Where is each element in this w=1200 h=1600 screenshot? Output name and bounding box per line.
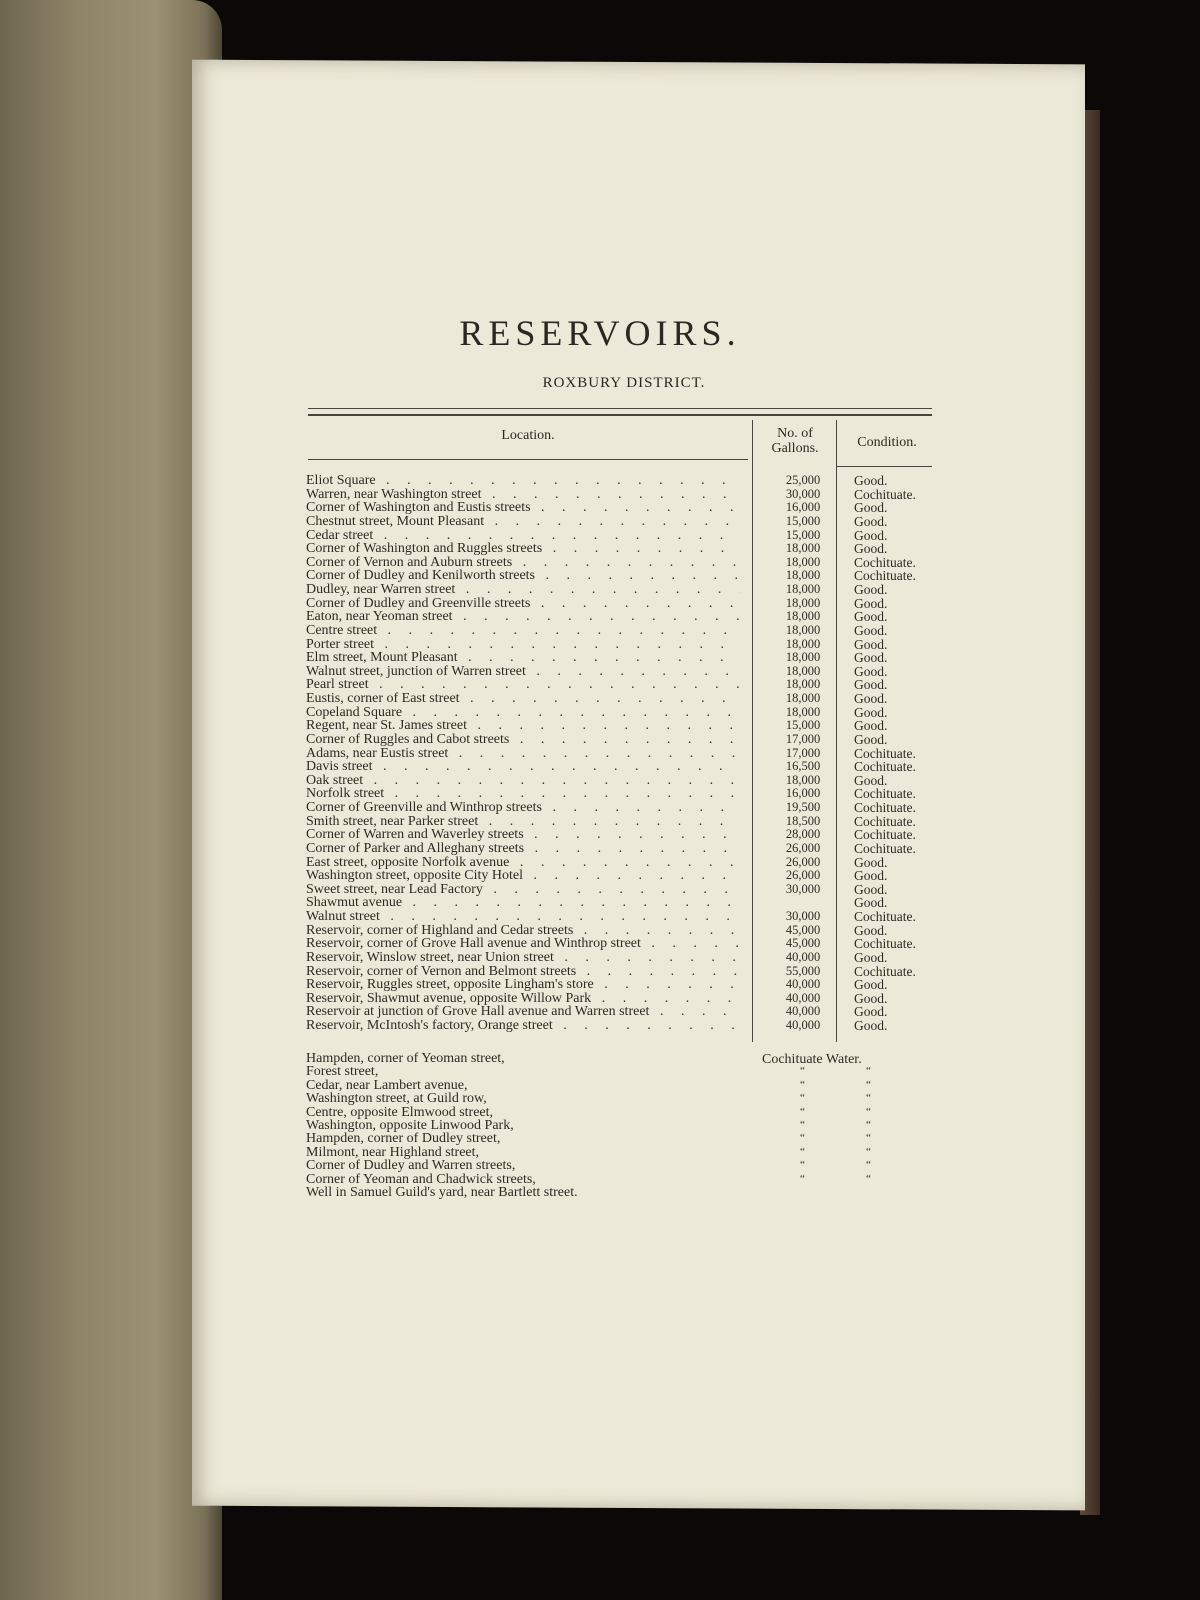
row-location: Norfolk street . . . (306, 787, 740, 801)
row-location: Corner of Greenville and Winthrop streets . . . (306, 801, 740, 815)
list-item (306, 1052, 906, 1065)
table-row (306, 665, 946, 679)
table-row (306, 651, 946, 665)
row-location: Cedar street . . . (306, 529, 740, 543)
row-location: East street, opposite Norfolk avenue . . . (306, 856, 740, 870)
row-condition: Good. (854, 1004, 888, 1020)
table-row (306, 515, 946, 529)
item-location: Centre, opposite Elmwood street, (306, 1104, 494, 1120)
row-condition: Good. (854, 609, 888, 625)
table-row (306, 610, 946, 624)
list-item (306, 1079, 906, 1092)
row-gallons: 26,000 (785, 840, 821, 855)
row-location: Reservoir, corner of Vernon and Belmont streets . . . (306, 965, 740, 979)
list-item (306, 1132, 906, 1145)
row-gallons: 18,000 (785, 636, 821, 651)
list-item (306, 1106, 906, 1119)
header-condition: Condition. (857, 435, 917, 450)
row-condition: Good. (854, 622, 888, 638)
row-gallons: 18,000 (785, 691, 821, 705)
table-top-rule-thin (308, 408, 932, 409)
row-gallons: 18,000 (785, 677, 821, 692)
row-condition: Good. (854, 854, 888, 870)
table-row (306, 501, 946, 515)
row-condition: Good. (854, 772, 888, 788)
table-row (306, 869, 946, 883)
row-condition: Good. (854, 718, 888, 734)
ditto-mark: “ (800, 1065, 805, 1078)
table-row (306, 1005, 946, 1019)
row-location: Reservoir, Winslow street, near Union street . . . (306, 951, 740, 965)
table-row (306, 774, 946, 788)
ditto-mark: “ (800, 1078, 805, 1091)
row-gallons: 16,000 (785, 786, 821, 801)
row-gallons: 28,000 (785, 827, 821, 842)
table-row (306, 624, 946, 638)
item-location: Well in Samuel Guild's yard, near Bartlett street. (306, 1184, 578, 1200)
header-location: Location. (501, 428, 555, 443)
ditto-mark: “ (866, 1092, 871, 1105)
table-row (306, 924, 946, 938)
table-row (306, 801, 946, 815)
ditto-mark: “ (866, 1118, 871, 1131)
row-gallons: 45,000 (785, 936, 821, 951)
row-condition: Cochituate. (854, 568, 916, 584)
row-location: Reservoir, corner of Highland and Cedar streets . . . (306, 924, 740, 938)
row-condition: Good. (854, 691, 888, 706)
row-location: Chestnut street, Mount Pleasant . . . (306, 515, 740, 529)
table-row (306, 965, 946, 979)
row-gallons: 18,500 (785, 813, 821, 828)
row-condition: Cochituate. (854, 840, 916, 856)
item-location: Milmont, near Highland street, (306, 1144, 480, 1160)
list-item (306, 1065, 906, 1078)
row-location: Sweet street, near Lead Factory . . . (306, 883, 740, 897)
row-condition: Good. (854, 881, 888, 897)
table-row (306, 597, 946, 611)
table-row (306, 978, 946, 992)
row-location: Elm street, Mount Pleasant . . . (306, 651, 740, 665)
row-gallons: 40,000 (785, 990, 821, 1005)
table-row (306, 529, 946, 543)
row-gallons: 18,000 (785, 650, 821, 665)
row-location: Corner of Parker and Alleghany streets . . . (306, 842, 740, 856)
row-condition: Cochituate. (854, 813, 916, 829)
row-gallons: 18,000 (785, 609, 821, 624)
item-location: Hampden, corner of Dudley street, (306, 1131, 501, 1147)
row-location: Corner of Washington and Ruggles streets . . . (306, 542, 740, 556)
row-condition: Good. (854, 731, 888, 747)
row-gallons: 15,000 (785, 718, 821, 733)
row-location: Pearl street . . . (306, 678, 740, 692)
row-condition: Cochituate. (854, 909, 916, 924)
row-condition: Cochituate. (854, 936, 916, 952)
left-page-edge (0, 0, 222, 1600)
table-row (306, 733, 946, 747)
ditto-mark: “ (866, 1078, 871, 1091)
table-row (306, 678, 946, 692)
table-row (306, 692, 946, 706)
ditto-mark: “ (866, 1105, 871, 1118)
row-gallons: 30,000 (785, 881, 821, 896)
cochituate-water-header: Cochituate Water. (762, 1052, 862, 1067)
row-gallons: 55,000 (785, 963, 821, 978)
row-location: Corner of Dudley and Kenilworth streets . . . (306, 569, 740, 583)
condition-header-rule (836, 466, 932, 467)
row-condition: Cochituate. (854, 745, 916, 761)
row-condition: Good. (854, 868, 888, 884)
table-row (306, 474, 946, 488)
row-location: Dudley, near Warren street . . . (306, 583, 740, 597)
row-location: Corner of Dudley and Greenville streets . . . (306, 597, 740, 611)
row-gallons: 18,000 (785, 663, 821, 678)
row-gallons: 17,000 (785, 745, 821, 760)
row-gallons: 40,000 (785, 1004, 821, 1019)
row-gallons: 16,000 (785, 500, 821, 515)
row-condition: Good. (854, 527, 888, 543)
row-location: Corner of Washington and Eustis streets . . . (306, 501, 740, 515)
table-row (306, 638, 946, 652)
row-location: Centre street . . . (306, 624, 740, 638)
row-condition: Good. (854, 595, 888, 611)
table-row (306, 488, 946, 502)
ditto-mark: “ (866, 1132, 871, 1145)
row-location: Eaton, near Yeoman street . . . (306, 610, 740, 624)
row-location: Walnut street . . . (306, 910, 740, 924)
row-condition: Good. (854, 473, 888, 488)
row-gallons: 30,000 (785, 909, 821, 923)
ditto-mark: “ (866, 1065, 871, 1078)
list-item (306, 1186, 906, 1199)
ditto-mark: “ (800, 1118, 805, 1131)
row-condition: Good. (854, 922, 888, 938)
row-gallons: 45,000 (785, 922, 821, 937)
list-item (306, 1092, 906, 1105)
table-row (306, 856, 946, 870)
row-condition: Good. (854, 949, 888, 965)
list-item (306, 1146, 906, 1159)
ditto-mark: “ (800, 1092, 805, 1105)
item-location: Forest street, (306, 1064, 379, 1080)
row-condition: Good. (854, 513, 888, 529)
row-location: Adams, near Eustis street . . . (306, 747, 740, 761)
table-row (306, 828, 946, 842)
ditto-mark: “ (800, 1105, 805, 1118)
row-location: Shawmut avenue . . . (306, 896, 740, 910)
row-location: Eliot Square . . . (306, 474, 740, 488)
reservoir-table-body (306, 474, 946, 1033)
ditto-mark: “ (800, 1132, 805, 1145)
row-condition: Good. (854, 636, 888, 652)
row-condition: Good. (854, 582, 888, 597)
table-row (306, 556, 946, 570)
row-gallons: 18,000 (785, 554, 821, 569)
row-gallons: 40,000 (785, 1018, 821, 1032)
row-gallons: 26,000 (785, 868, 821, 883)
row-condition: Cochituate. (854, 486, 916, 502)
row-location: Corner of Warren and Waverley streets . . . (306, 828, 740, 842)
table-row (306, 569, 946, 583)
row-gallons: 18,000 (785, 622, 821, 637)
table-row (306, 815, 946, 829)
item-location: Hampden, corner of Yeoman street, (306, 1051, 505, 1066)
row-condition: Cochituate. (854, 800, 916, 815)
row-gallons: 18,000 (785, 582, 821, 596)
page-title: RESERVOIRS. (459, 313, 741, 353)
row-condition: Good. (854, 895, 888, 911)
item-location: Corner of Yeoman and Chadwick streets, (306, 1171, 536, 1187)
table-row (306, 992, 946, 1006)
table-row (306, 842, 946, 856)
row-gallons: 26,000 (785, 854, 821, 869)
row-gallons: 15,000 (785, 527, 821, 542)
table-row (306, 747, 946, 761)
ditto-mark: “ (866, 1172, 871, 1185)
row-location: Eustis, corner of East street . . . (306, 692, 740, 706)
table-row (306, 883, 946, 897)
row-location: Copeland Square . . . (306, 706, 740, 720)
row-condition: Good. (854, 677, 888, 693)
row-gallons: 15,000 (785, 513, 821, 528)
row-condition: Good. (854, 990, 888, 1006)
row-location: Davis street . . . (306, 760, 740, 774)
row-condition: Good. (854, 1018, 888, 1033)
row-gallons: 18,000 (785, 541, 821, 556)
list-item (306, 1119, 906, 1132)
row-condition: Good. (854, 977, 888, 993)
row-condition: Cochituate. (854, 786, 916, 802)
table-row (306, 706, 946, 720)
row-gallons: 40,000 (785, 977, 821, 992)
cochituate-list (306, 1052, 906, 1199)
row-location: Reservoir, corner of Grove Hall avenue and Winthrop street . . . (306, 937, 740, 951)
row-condition: Good. (854, 650, 888, 666)
table-row (306, 760, 946, 774)
row-location: Washington street, opposite City Hotel . . . (306, 869, 740, 883)
row-location: Reservoir at junction of Grove Hall avenue and Warren street . . . (306, 1005, 740, 1019)
row-location: Smith street, near Parker street . . . (306, 815, 740, 829)
row-gallons: 18,000 (785, 595, 821, 610)
table-row (306, 583, 946, 597)
row-gallons: 25,000 (785, 473, 821, 487)
row-condition: Cochituate. (854, 963, 916, 979)
row-gallons: 18,000 (785, 772, 821, 787)
location-header-rule (308, 459, 748, 460)
row-location: Warren, near Washington street . . . (306, 488, 740, 502)
row-gallons: 40,000 (785, 949, 821, 964)
row-location: Reservoir, Shawmut avenue, opposite Willow Park . . . (306, 992, 740, 1006)
row-condition: Good. (854, 663, 888, 679)
table-row (306, 719, 946, 733)
row-location: Walnut street, junction of Warren street . . . (306, 665, 740, 679)
row-location: Porter street . . . (306, 638, 740, 652)
row-gallons: 17,000 (785, 731, 821, 746)
ditto-mark: “ (866, 1159, 871, 1172)
row-location: Corner of Vernon and Auburn streets . . . (306, 556, 740, 570)
header-gallons: No. of Gallons. (771, 426, 819, 456)
row-condition: Cochituate. (854, 554, 916, 570)
row-location: Reservoir, McIntosh's factory, Orange street . . . (306, 1019, 740, 1033)
table-row (306, 1019, 946, 1033)
table-row (306, 937, 946, 951)
ditto-mark: “ (800, 1159, 805, 1172)
row-location: Corner of Ruggles and Cabot streets . . . (306, 733, 740, 747)
item-location: Cedar, near Lambert avenue, (306, 1077, 468, 1093)
row-gallons: 18,000 (785, 568, 821, 583)
ditto-mark: “ (800, 1172, 805, 1185)
table-row (306, 896, 946, 910)
table-row (306, 542, 946, 556)
row-condition: Good. (854, 704, 888, 720)
row-condition: Cochituate. (854, 759, 916, 775)
row-gallons: 30,000 (785, 486, 821, 501)
row-gallons: 19,500 (785, 800, 821, 814)
table-top-rule (308, 414, 932, 416)
row-condition: Cochituate. (854, 827, 916, 843)
row-condition: Good. (854, 541, 888, 557)
item-location: Washington street, at Guild row, (306, 1091, 487, 1107)
page-subtitle: ROXBURY DISTRICT. (542, 375, 706, 391)
item-location: Corner of Dudley and Warren streets, (306, 1158, 516, 1174)
row-condition: Good. (854, 500, 888, 516)
table-row (306, 787, 946, 801)
list-item (306, 1159, 906, 1172)
row-location: Reservoir, Ruggles street, opposite Lingham's store . . . (306, 978, 740, 992)
table-row (306, 910, 946, 924)
row-location: Regent, near St. James street . . . (306, 719, 740, 733)
table-row (306, 951, 946, 965)
row-location: Oak street . . . (306, 774, 740, 788)
row-gallons: 18,000 (785, 704, 821, 719)
ditto-mark: “ (800, 1145, 805, 1158)
ditto-mark: “ (866, 1145, 871, 1158)
item-location: Washington, opposite Linwood Park, (306, 1117, 514, 1133)
row-gallons: 16,500 (785, 759, 821, 774)
list-item (306, 1173, 906, 1186)
